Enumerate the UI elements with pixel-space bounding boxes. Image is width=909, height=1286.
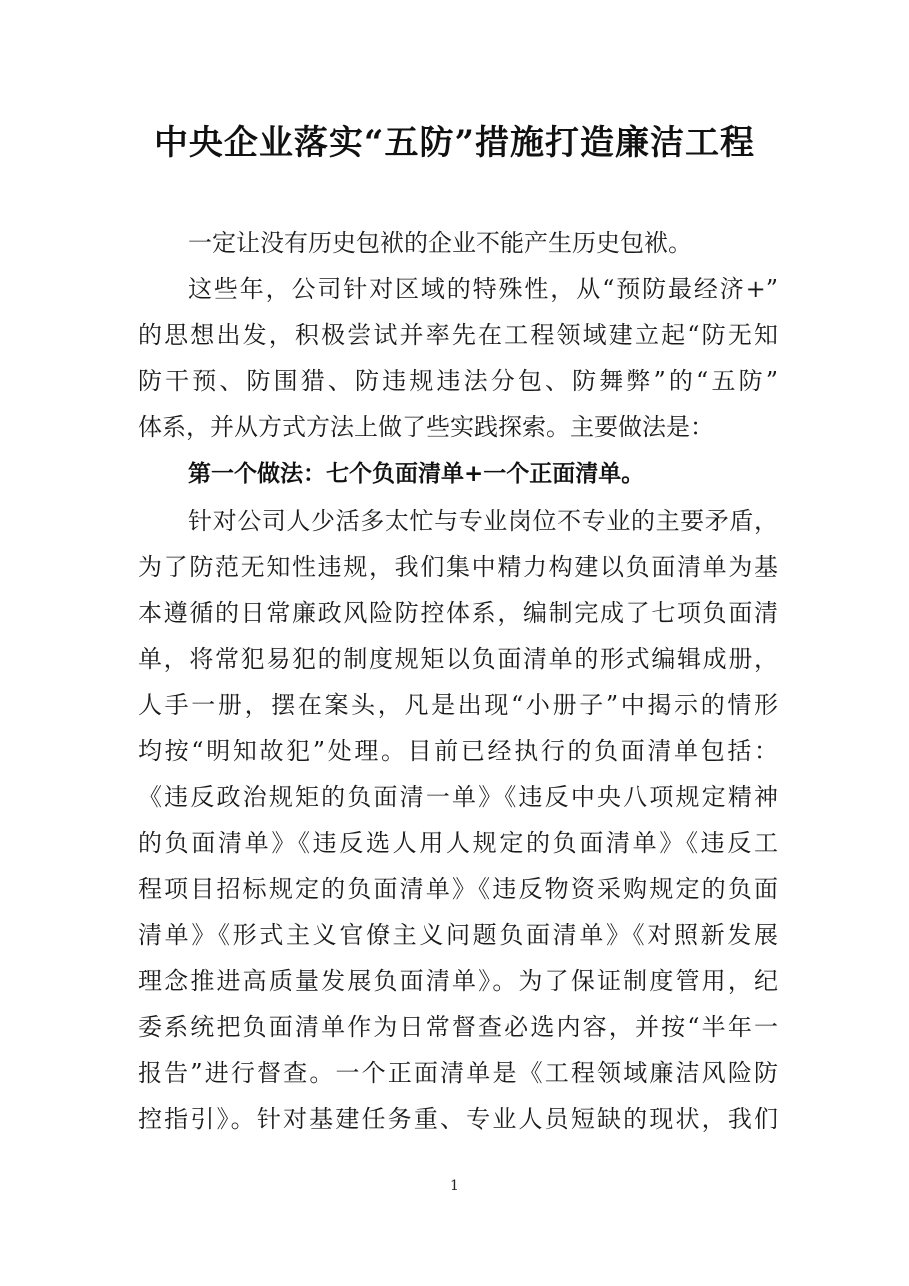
paragraph-line: 控指引》。针对基建任务重、专业人员短缺的现状，我们 <box>138 1105 778 1133</box>
paragraph-line: 针对公司人少活多太忙与专业岗位不专业的主要矛盾， <box>188 507 778 535</box>
paragraph-line: 的负面清单》《违反选人用人规定的负面清单》《违反工 <box>138 829 778 857</box>
paragraph-line: 一定让没有历史包袱的企业不能产生历史包袱。 <box>188 229 692 257</box>
paragraph-line: 理念推进高质量发展负面清单》。为了保证制度管用，纪 <box>138 967 778 995</box>
document-title: 中央企业落实“五防”措施打造廉洁工程 <box>153 123 756 163</box>
paragraph-line: 报告”进行督查。一个正面清单是《工程领域廉洁风险防 <box>138 1059 778 1087</box>
paragraph-line: 均按“明知故犯”处理。目前已经执行的负面清单包括： <box>138 737 778 765</box>
paragraph-line: 委系统把负面清单作为日常督查必选内容，并按“半年一 <box>138 1013 778 1041</box>
paragraph-line: 《违反政治规矩的负面清一单》《违反中央八项规定精神 <box>138 783 778 811</box>
paragraph-line: 体系，并从方式方法上做了些实践探索。主要做法是： <box>138 413 714 441</box>
paragraph-line: 人手一册，摆在案头，凡是出现“小册子”中揭示的情形 <box>138 691 778 719</box>
paragraph-line: 这些年，公司针对区域的特殊性，从“预防最经济+” <box>188 275 778 303</box>
paragraph-line: 单，将常犯易犯的制度规矩以负面清单的形式编辑成册， <box>138 645 778 673</box>
section-heading: 第一个做法：七个负面清单+一个正面清单。 <box>188 461 645 487</box>
paragraph-line: 清单》《形式主义官僚主义问题负面清单》《对照新发展 <box>138 921 778 949</box>
paragraph-line: 为了防范无知性违规，我们集中精力构建以负面清单为基 <box>138 553 778 581</box>
paragraph-line: 防干预、防围猎、防违规违法分包、防舞弊”的“五防” <box>138 367 778 395</box>
paragraph-line: 程项目招标规定的负面清单》《违反物资采购规定的负面 <box>138 875 778 903</box>
page-number: 1 <box>450 1178 459 1194</box>
paragraph-line: 的思想出发，积极尝试并率先在工程领域建立起“防无知 <box>138 321 778 349</box>
paragraph-line: 本遵循的日常廉政风险防控体系，编制完成了七项负面清 <box>138 599 778 627</box>
